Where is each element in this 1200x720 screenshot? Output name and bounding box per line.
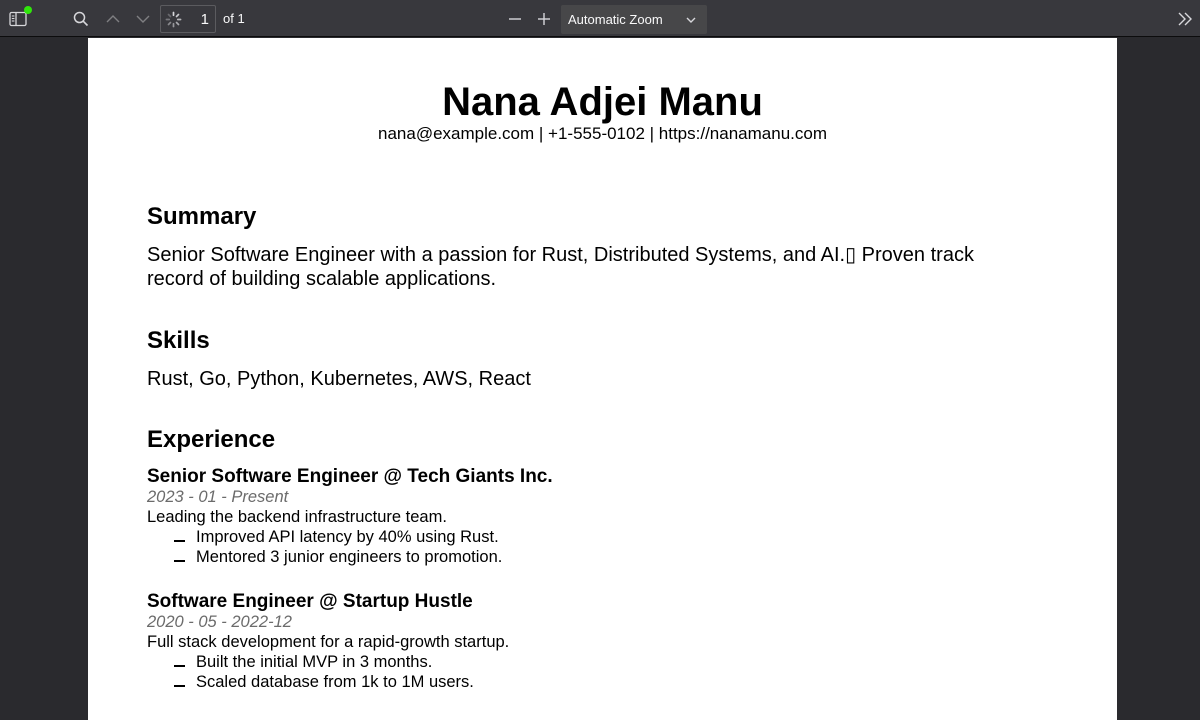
skills-text: Rust, Go, Python, Kubernetes, AWS, React [147, 368, 531, 390]
double-chevron-right-icon [1177, 11, 1193, 27]
sidebar-icon [9, 11, 27, 27]
dash-bullet-icon [174, 540, 185, 542]
chevron-up-icon [105, 11, 121, 27]
dash-bullet-icon [174, 665, 185, 667]
dropdown-chevron-icon [685, 14, 697, 26]
job-title: Senior Software Engineer @ Tech Giants Inc. [147, 466, 553, 487]
minus-icon [507, 11, 523, 27]
zoom-out-button[interactable] [504, 8, 526, 30]
dash-bullet-icon [174, 560, 185, 562]
skills-heading: Skills [147, 327, 210, 354]
job-description: Full stack development for a rapid-growth startup. [147, 633, 510, 651]
tools-menu-button[interactable] [1174, 8, 1196, 30]
zoom-select-value: Automatic Zoom [568, 12, 663, 27]
job-title: Software Engineer @ Startup Hustle [147, 591, 473, 612]
job-description: Leading the backend infrastructure team. [147, 508, 447, 526]
plus-icon [536, 11, 552, 27]
pdf-page [88, 38, 1117, 720]
list-item-text: Scaled database from 1k to 1M users. [196, 673, 474, 691]
next-page-button[interactable] [132, 8, 154, 30]
job-dates: 2023 - 01 - Present [147, 488, 289, 506]
chevron-down-icon [135, 11, 151, 27]
page-number-input[interactable] [160, 5, 216, 33]
dash-bullet-icon [174, 685, 185, 687]
summary-heading: Summary [147, 203, 257, 230]
search-icon [73, 11, 89, 27]
zoom-select[interactable] [561, 5, 707, 34]
viewer-toolbar [0, 0, 1200, 37]
loading-spinner-icon [165, 11, 182, 28]
experience-heading: Experience [147, 426, 276, 453]
list-item-text: Built the initial MVP in 3 months. [196, 653, 433, 671]
list-item-text: Mentored 3 junior engineers to promotion. [196, 548, 503, 566]
list-item-text: Improved API latency by 40% using Rust. [196, 528, 499, 546]
notification-dot [24, 6, 32, 14]
find-button[interactable] [70, 8, 92, 30]
page-count-label: of 1 [223, 11, 245, 26]
zoom-in-button[interactable] [533, 8, 555, 30]
summary-text: Senior Software Engineer with a passion for Rust, Distributed Systems, and AI.▯ Proven track record of building scalable applications. [147, 244, 974, 290]
resume-contact: nana@example.com | +1-555-0102 | https://nanamanu.com [378, 124, 827, 143]
page-number-value[interactable]: 1 [200, 11, 209, 28]
job-dates: 2020 - 05 - 2022-12 [147, 613, 292, 631]
previous-page-button[interactable] [102, 8, 124, 30]
resume-name: Nana Adjei Manu [442, 80, 763, 124]
